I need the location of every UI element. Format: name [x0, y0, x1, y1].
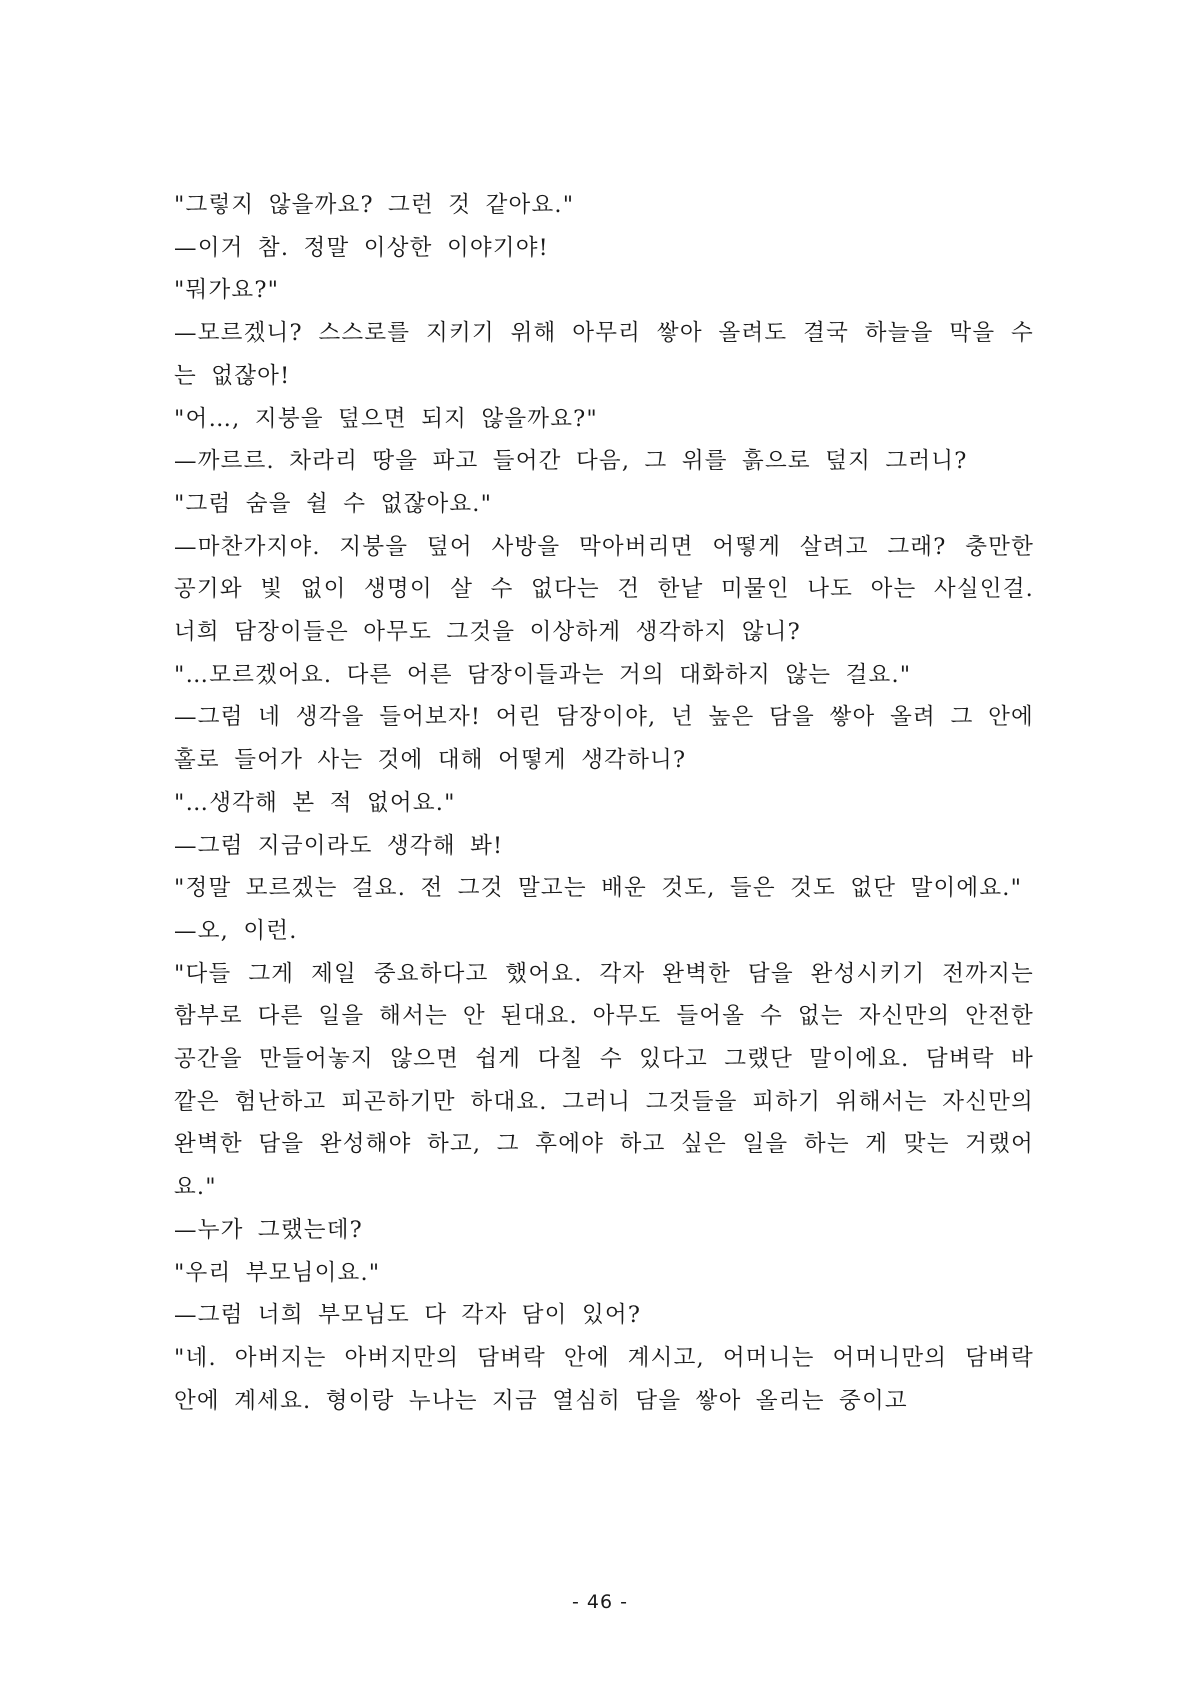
paragraph: —누가 그랬는데? — [174, 1216, 363, 1243]
paragraph: —그럼 너희 부모님도 다 각자 담이 있어? — [174, 1302, 642, 1329]
paragraph: "정말 모르겠는 걸요. 전 그것 말고는 배운 것도, 들은 것도 없단 말이에요." — [174, 875, 1023, 902]
paragraph: "네. 아버지는 아버지만의 담벼락 안에 계시고, 어머니는 어머니만의 담벼락 안에 계세요. 형이랑 누나는 지금 열심히 담을 쌓아 올리는 중이고 — [174, 1344, 1034, 1414]
paragraph: "다들 그게 제일 중요하다고 했어요. 각자 완벽한 담을 완성시키기 전까지는 함부로 다른 일을 해서는 안 된대요. 아무도 들어올 수 없는 자신만의 안전한 공간을 만들어놓지 않으면 쉽게 다칠 수 있다고 그랬단 말이에요. 담벼락 바깥은 험난하고 피곤하기만 하대요. 그러니 그것들을 피하기 위해서는 자신만의 완벽한 담을 완성해야 하고, 그 후에야 하고 싶은 일을 하는 게 맞는 거랬어요." — [174, 960, 1034, 1201]
paragraph: "그렇지 않을까요? 그런 것 같아요." — [174, 192, 575, 218]
paragraph: "…생각해 본 적 없어요." — [174, 789, 456, 816]
paragraph: —마찬가지야. 지붕을 덮어 사방을 막아버리면 어떻게 살려고 그래? 충만한 공기와 빛 없이 생명이 살 수 없다는 건 한낱 미물인 나도 아는 사실인걸. 너희 담장이들은 아무도 그것을 이상하게 생각하지 않니? — [174, 533, 1034, 646]
body-text — [174, 184, 1034, 1422]
paragraph: "뭐가요?" — [174, 277, 280, 304]
paragraph: —까르르. 차라리 땅을 파고 들어간 다음, 그 위를 흙으로 덮지 그러니? — [174, 448, 968, 475]
paragraph: "그럼 숨을 쉴 수 없잖아요." — [174, 490, 493, 517]
paragraph: —그럼 네 생각을 들어보자! 어린 담장이야, 넌 높은 담을 쌓아 올려 그 안에 홀로 들어가 사는 것에 대해 어떻게 생각하니? — [174, 704, 1034, 774]
paragraph: "어…, 지붕을 덮으면 되지 않을까요?" — [174, 405, 598, 432]
page-number: - 46 - — [572, 1591, 628, 1613]
paragraph: "우리 부모님이요." — [174, 1259, 381, 1286]
paragraph: —오, 이런. — [174, 917, 298, 944]
paragraph: "…모르겠어요. 다른 어른 담장이들과는 거의 대화하지 않는 걸요." — [174, 661, 912, 688]
paragraph: —이거 참. 정말 이상한 이야기야! — [174, 234, 549, 261]
paragraph: —모르겠니? 스스로를 지키기 위해 아무리 쌓아 올려도 결국 하늘을 막을 수는 없잖아! — [174, 320, 1034, 389]
paragraph: —그럼 지금이라도 생각해 봐! — [174, 832, 504, 859]
